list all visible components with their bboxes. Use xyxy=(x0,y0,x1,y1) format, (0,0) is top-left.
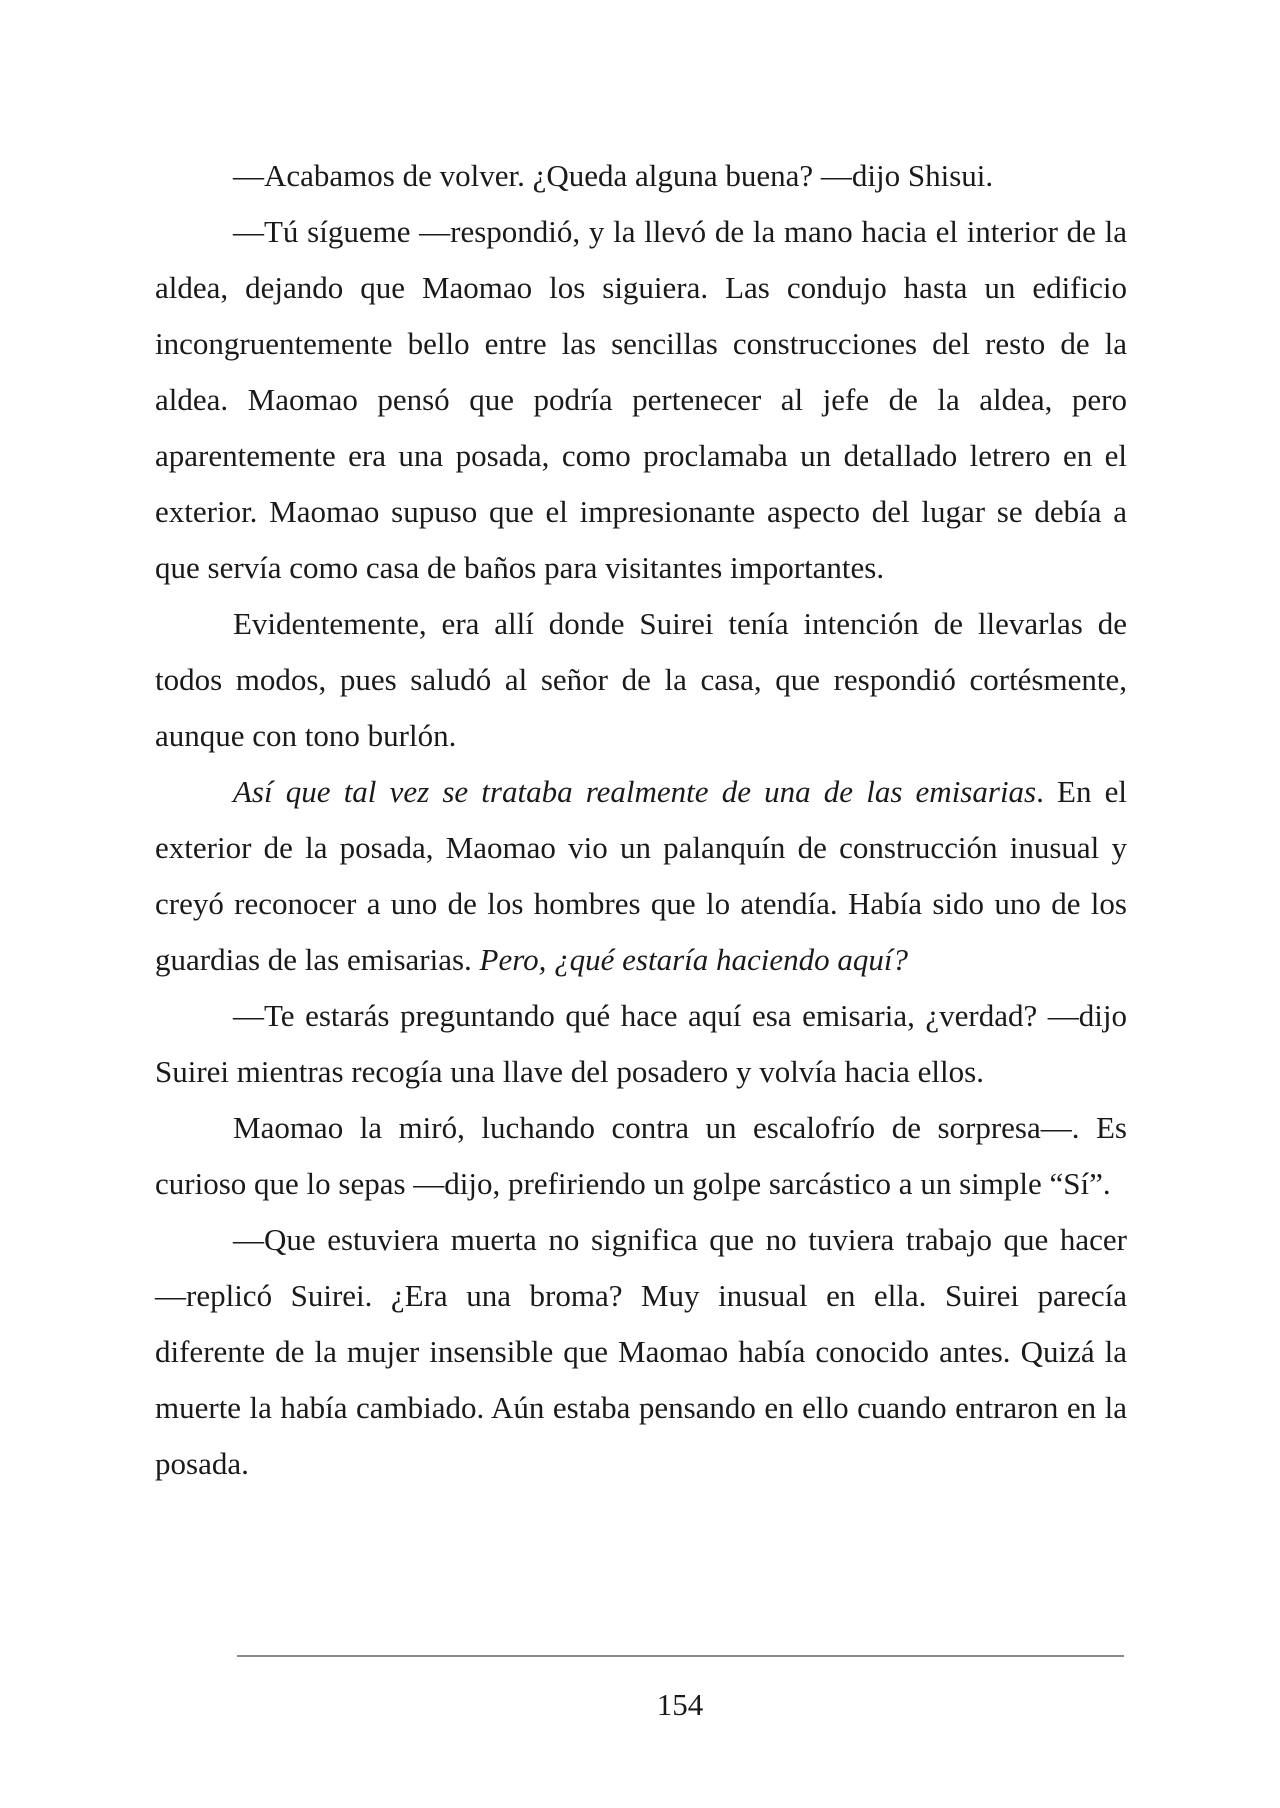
paragraph-1 xyxy=(155,148,1127,204)
text-run: —Que estuviera muerta no significa que no tuviera trabajo que hacer —replicó Suirei. ¿Era una broma? Muy inusual en ella. Suirei parecía diferente de la mujer insensible que Maomao había conocido antes. Quizá la muerte la había cambiado. Aún estaba pensando en ello cuando entraron en la posada. xyxy=(155,1222,1127,1481)
italic-text-run: Así que tal vez se trataba realmente de una de las emisarias xyxy=(233,774,1037,809)
text-run: —Acabamos de volver. ¿Queda alguna buena? —dijo Shisui. xyxy=(233,158,994,193)
page-number: 154 xyxy=(656,1687,704,1722)
paragraph-6 xyxy=(155,1100,1127,1212)
paragraph-4 xyxy=(155,764,1127,988)
footer-divider xyxy=(237,1655,1124,1657)
paragraph-3 xyxy=(155,596,1127,764)
paragraph-2 xyxy=(155,204,1127,596)
text-run: —Tú sígueme —respondió, y la llevó de la mano hacia el interior de la aldea, dejando que Maomao los siguiera. Las condujo hasta un edificio incongruentemente bello entre las sencillas construcciones del resto de la aldea. Maomao pensó que podría pertenecer al jefe de la aldea, pero aparentemente era una posada, como proclamaba un detallado letrero en el exterior. Maomao supuso que el impresionante aspecto del lugar se debía a que servía como casa de baños para visitantes importantes. xyxy=(155,214,1127,585)
body-text xyxy=(155,148,1127,1492)
paragraph-5 xyxy=(155,988,1127,1100)
text-run: Maomao la miró, luchando contra un escalofrío de sorpresa—. Es curioso que lo sepas —dijo, prefiriendo un golpe sarcástico a un simple “Sí”. xyxy=(155,1110,1127,1201)
text-run: Evidentemente, era allí donde Suirei tenía intención de llevarlas de todos modos, pues saludó al señor de la casa, que respondió cortésmente, aunque con tono burlón. xyxy=(155,606,1127,753)
text-run: —Te estarás preguntando qué hace aquí esa emisaria, ¿verdad? —dijo Suirei mientras recogía una llave del posadero y volvía hacia ellos. xyxy=(155,998,1127,1089)
italic-text-run: Pero, ¿qué estaría haciendo aquí? xyxy=(479,942,909,977)
paragraph-7 xyxy=(155,1212,1127,1492)
text-run: . En el exterior de la posada, Maomao vio un palanquín de construcción inusual y creyó reconocer a uno de los hombres que lo atendía. Había sido uno de los guardias de las emisarias. xyxy=(155,774,1128,977)
